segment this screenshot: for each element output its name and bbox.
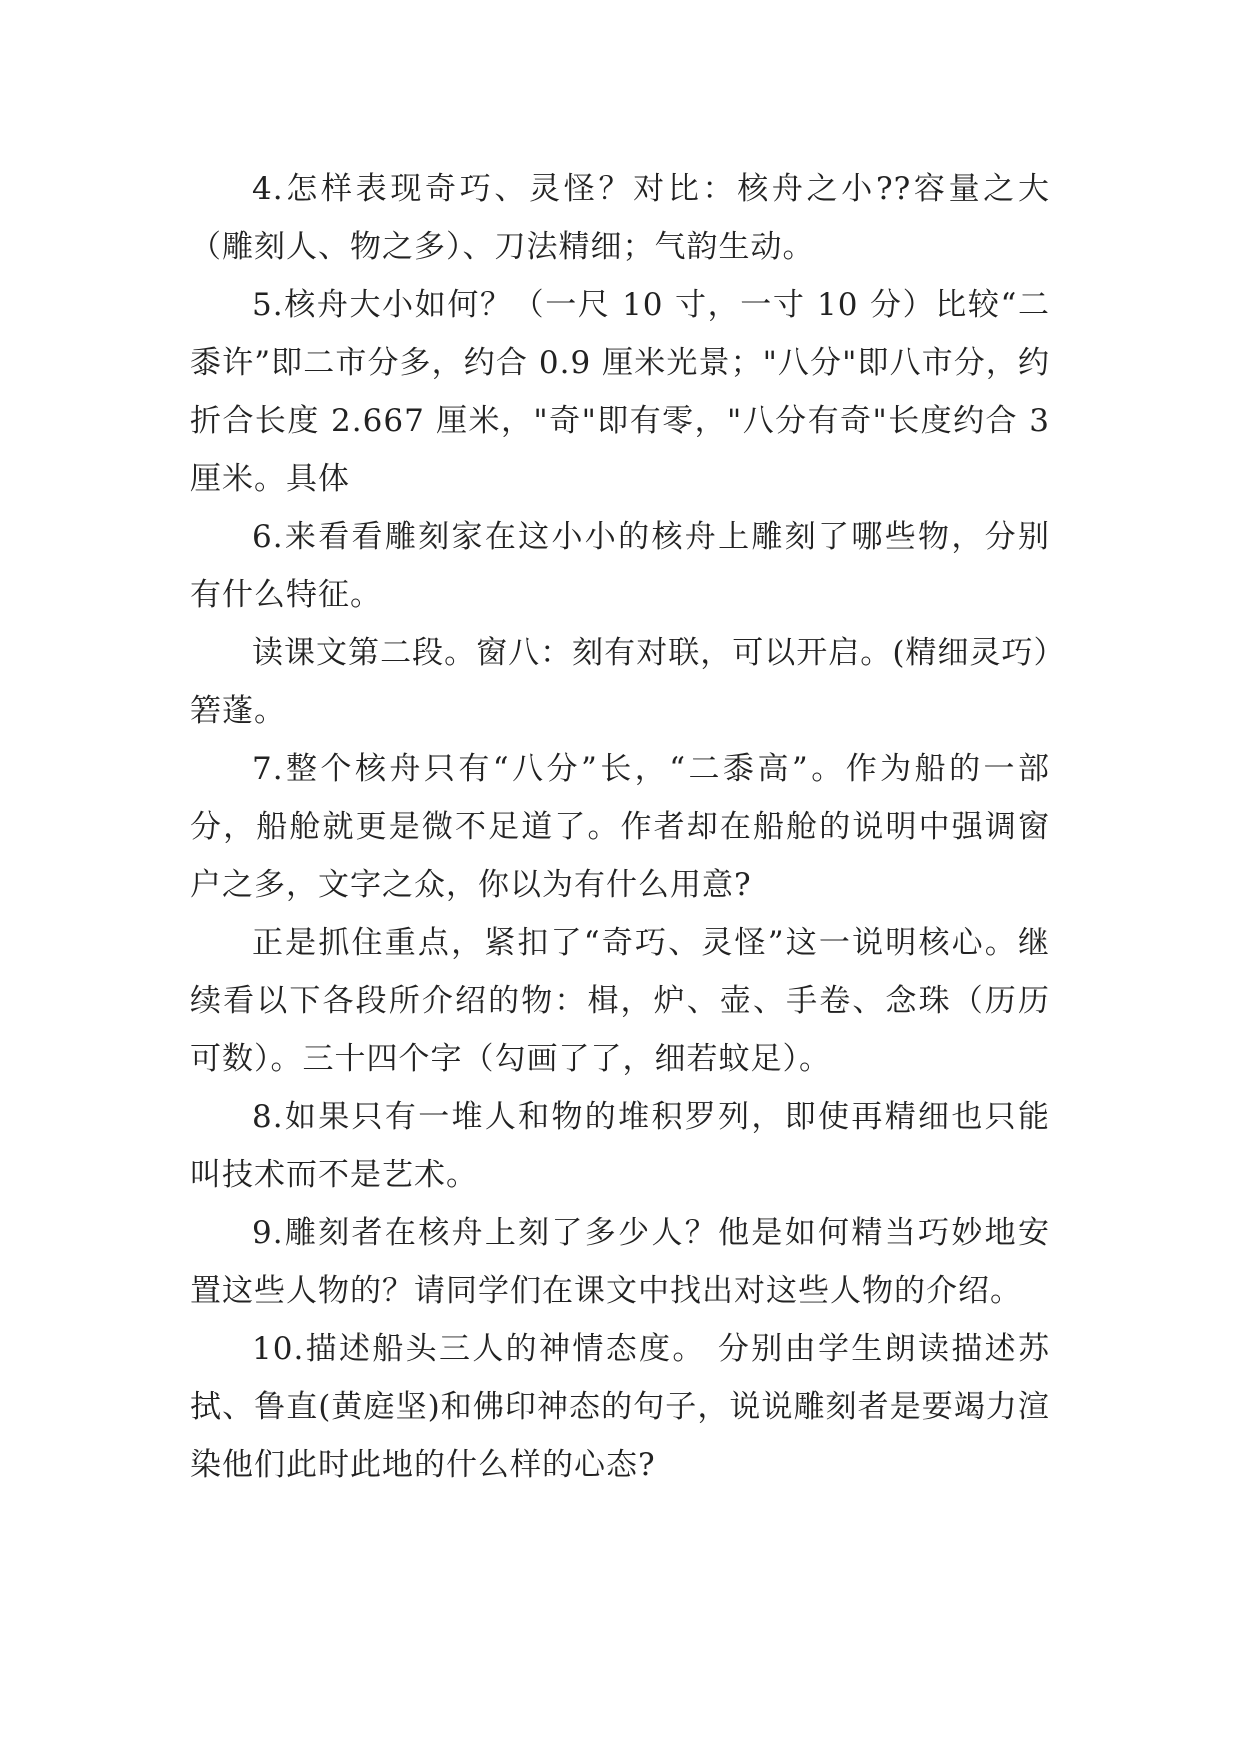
- paragraph-6: 6.来看看雕刻家在这小小的核舟上雕刻了哪些物，分别有什么特征。: [190, 519, 1050, 613]
- paragraph-reading-note: 读课文第二段。窗八：刻有对联，可以开启。(精细灵巧）箬蓬。: [190, 635, 1050, 729]
- paragraph-9: 9.雕刻者在核舟上刻了多少人？他是如何精当巧妙地安置这些人物的？请同学们在课文中找出对这些人物的介绍。: [190, 1215, 1050, 1309]
- document-body: [190, 160, 1050, 1494]
- paragraph-4: 4.怎样表现奇巧、灵怪？对比：核舟之小??容量之大（雕刻人、物之多）、刀法精细；气韵生动。: [190, 171, 1050, 265]
- paragraph-answer-note: 正是抓住重点，紧扣了“奇巧、灵怪”这一说明核心。继续看以下各段所介绍的物：楫，炉、壶、手卷、念珠（历历可数）。三十四个字（勾画了了，细若蚊足）。: [190, 925, 1050, 1077]
- paragraph-5: 5.核舟大小如何？（一尺 10 寸，一寸 10 分）比较“二黍许”即二市分多，约合 0.9 厘米光景；"八分"即八市分，约折合长度 2.667 厘米，"奇"即有零，"八分有奇"长度约合 3 厘米。具体: [190, 287, 1050, 497]
- paragraph-10: 10.描述船头三人的神情态度。 分别由学生朗读描述苏拭、鲁直(黄庭坚)和佛印神态的句子，说说雕刻者是要竭力渲染他们此时此地的什么样的心态?: [190, 1331, 1050, 1483]
- paragraph-7: 7.整个核舟只有“八分”长，“二黍高”。作为船的一部分，船舱就更是微不足道了。作者却在船舱的说明中强调窗户之多，文字之众，你以为有什么用意?: [190, 751, 1050, 903]
- paragraph-8: 8.如果只有一堆人和物的堆积罗列，即使再精细也只能叫技术而不是艺术。: [190, 1099, 1050, 1193]
